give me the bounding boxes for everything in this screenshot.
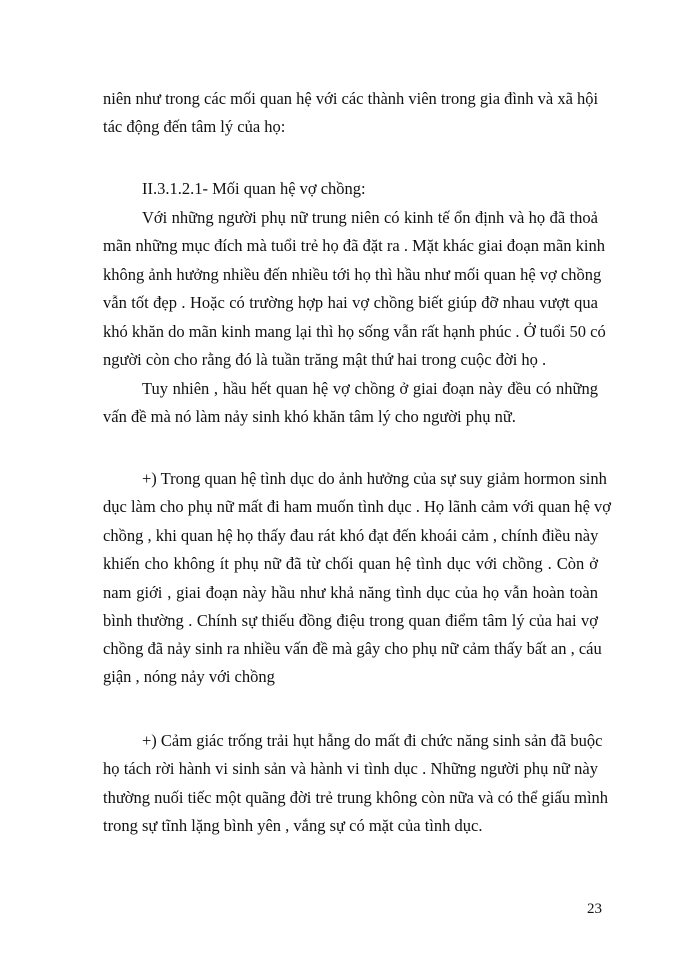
paragraph-1-line-1: Với những người phụ nữ trung niên có kinh tế ổn định và họ đã thoả: [142, 208, 598, 227]
paragraph-1-line-6: người còn cho rằng đó là tuần trăng mật thứ hai trong cuộc đời họ .: [103, 350, 547, 369]
paragraph-3-line-7: chồng đã nảy sinh ra nhiều vấn đề mà gây cho phụ nữ cảm thấy bất an , cáu: [103, 639, 602, 658]
paragraph-4-line-3: thường nuối tiếc một quãng đời trẻ trung không còn nữa và có thể giấu mình: [103, 788, 609, 807]
paragraph-1-line-2: mãn những mục đích mà tuổi trẻ họ đã đặt ra . Mặt khác giai đoạn mãn kinh: [103, 236, 605, 255]
page-number: 23: [587, 901, 602, 917]
paragraph-4-line-4: trong sự tĩnh lặng bình yên , vắng sự có mặt của tình dục.: [103, 816, 483, 835]
paragraph-1-line-5: khó khăn do mãn kinh mang lại thì họ sống vẫn rất hạnh phúc . Ở tuổi 50 có: [103, 322, 606, 341]
paragraph-2-line-1: Tuy nhiên , hầu hết quan hệ vợ chồng ở giai đoạn này đều có những: [142, 379, 598, 398]
paragraph-3-line-8: giận , nóng nảy với chồng: [103, 667, 275, 686]
paragraph-3-line-3: chồng , khi quan hệ họ thấy đau rát khó đạt đến khoái cảm , chính điều này: [103, 526, 599, 545]
paragraph-1-line-4: vẫn tốt đẹp . Hoặc có trường hợp hai vợ chồng biết giúp đỡ nhau vượt qua: [103, 293, 598, 312]
paragraph-4-line-2: họ tách rời hành vi sinh sản và hành vi tình dục . Những người phụ nữ này: [103, 759, 598, 778]
paragraph-3-line-2: dục làm cho phụ nữ mất đi ham muốn tình dục . Họ lãnh cảm với quan hệ vợ: [103, 497, 612, 516]
paragraph-4-line-1: +) Cảm giác trống trải hụt hẫng do mất đi chức năng sinh sản đã buộc: [142, 731, 603, 750]
paragraph-1-line-3: không ảnh hưởng nhiều đến nhiều tới họ thì hầu như mối quan hệ vợ chồng: [103, 265, 602, 284]
paragraph-3-line-5: nam giới , giai đoạn này hầu như khả năng tình dục của họ vẫn hoàn toàn: [103, 583, 598, 602]
intro-line-1: niên như trong các mối quan hệ với các thành viên trong gia đình và xã hội: [103, 89, 599, 108]
paragraph-2-line-2: vấn đề mà nó làm nảy sinh khó khăn tâm lý cho người phụ nữ.: [103, 407, 516, 426]
paragraph-3-line-1: +) Trong quan hệ tình dục do ảnh hưởng của sự suy giảm hormon sinh: [142, 469, 607, 488]
paragraph-3-line-6: bình thường . Chính sự thiếu đồng điệu trong quan điểm tâm lý của hai vợ: [103, 611, 598, 630]
intro-line-2: tác động đến tâm lý của họ:: [103, 117, 286, 136]
paragraph-3-line-4: khiến cho không ít phụ nữ đã từ chối quan hệ tình dục với chồng . Còn ở: [103, 554, 598, 573]
section-heading: II.3.1.2.1- Mối quan hệ vợ chồng:: [142, 179, 366, 198]
